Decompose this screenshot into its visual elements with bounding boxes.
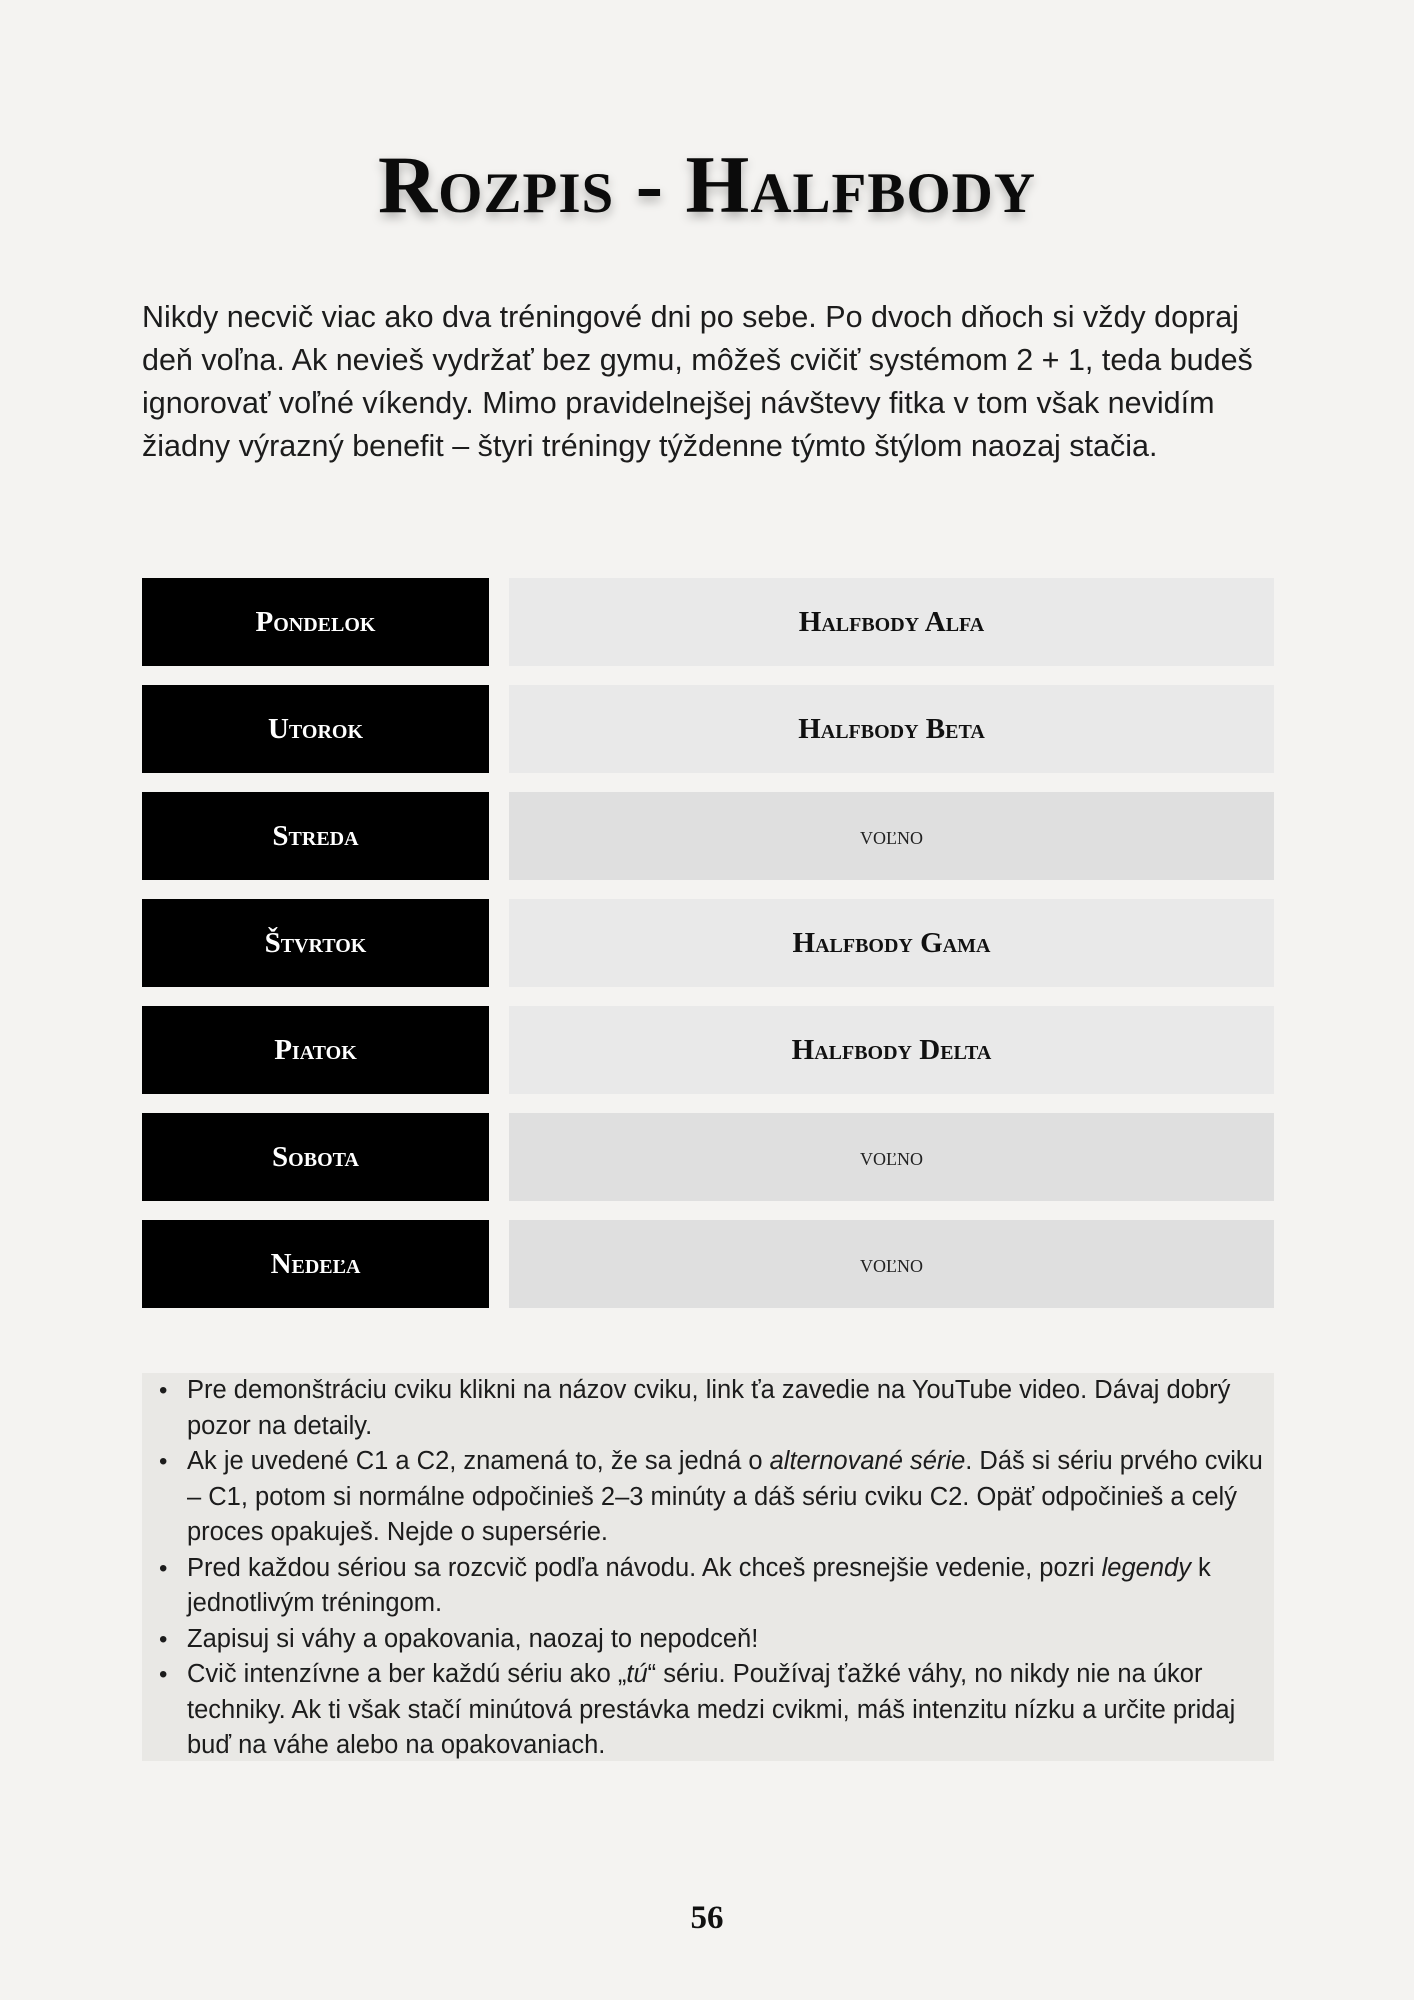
intro-paragraph: Nikdy necvič viac ako dva tréningové dni po sebe. Po dvoch dňoch si vždy dopraj deň voľna. Ak nevieš vydržať bez gymu, môžeš cvičiť systémom 2 + 1, teda budeš ignorovať voľné víkendy. Mimo pravidelnejšej návštevy fitka v tom však nevidím žiadny výrazný benefit – štyri tréningy týždenne týmto štýlom naozaj stačia.	[142, 300, 1253, 463]
workout-cell: Halfbody Beta	[509, 685, 1274, 773]
workout-cell: Halfbody Delta	[509, 1006, 1274, 1094]
schedule-row	[142, 685, 1274, 773]
day-label: Pondelok	[142, 578, 489, 666]
bullet-icon: •	[159, 1554, 168, 1582]
day-label: Sobota	[142, 1113, 489, 1201]
schedule-row	[142, 792, 1274, 880]
rest-cell: voľno	[509, 1113, 1274, 1201]
day-label: Štvrtok	[142, 899, 489, 987]
bullet-icon: •	[159, 1625, 168, 1653]
schedule-table	[142, 578, 1274, 1327]
schedule-row	[142, 578, 1274, 666]
day-label: Nedeľa	[142, 1220, 489, 1308]
bullet-icon: •	[159, 1448, 168, 1475]
notes-box	[142, 1373, 1274, 1761]
workout-cell: Halfbody Gama	[509, 899, 1274, 987]
notes-list	[159, 1373, 1274, 1764]
note-item: • Cvič intenzívne a ber každú sériu ako „tú“ sériu. Používaj ťažké váhy, no nikdy nie na úkor techniky. Ak ti však stačí minútová prestávka medzi cvikmi, máš intenzitu nízku a určite pridaj buď na váhe alebo na opakovaniach.	[187, 1657, 1274, 1764]
day-label: Piatok	[142, 1006, 489, 1094]
note-item: • Pre demonštráciu cviku klikni na názov cviku, link ťa zavedie na YouTube video. Dávaj dobrý pozor na detaily.	[187, 1373, 1274, 1444]
day-label: Streda	[142, 792, 489, 880]
page-title: Rozpis - Halfbody	[377, 139, 1037, 230]
bullet-icon: •	[159, 1661, 168, 1688]
schedule-row	[142, 1220, 1274, 1308]
page-number: 56	[690, 1900, 724, 1936]
workout-cell: Halfbody Alfa	[509, 578, 1274, 666]
schedule-row	[142, 899, 1274, 987]
note-item: • Pred každou sériou sa rozcvič podľa návodu. Ak chceš presnejšie vedenie, pozri legendy k jednotlivým tréningom.	[187, 1551, 1274, 1622]
schedule-row	[142, 1113, 1274, 1201]
note-item: • Zapisuj si váhy a opakovania, naozaj to nepodceň!	[187, 1622, 1274, 1658]
note-item: • Ak je uvedené C1 a C2, znamená to, že sa jedná o alternované série. Dáš si sériu prvého cviku – C1, potom si normálne odpočinieš 2–3 minúty a dáš sériu cviku C2. Opäť odpočinieš a celý proces opakuješ. Nejde o supersérie.	[187, 1444, 1274, 1551]
bullet-icon: •	[159, 1377, 168, 1404]
schedule-row	[142, 1006, 1274, 1094]
rest-cell: voľno	[509, 1220, 1274, 1308]
rest-cell: voľno	[509, 792, 1274, 880]
day-label: Utorok	[142, 685, 489, 773]
